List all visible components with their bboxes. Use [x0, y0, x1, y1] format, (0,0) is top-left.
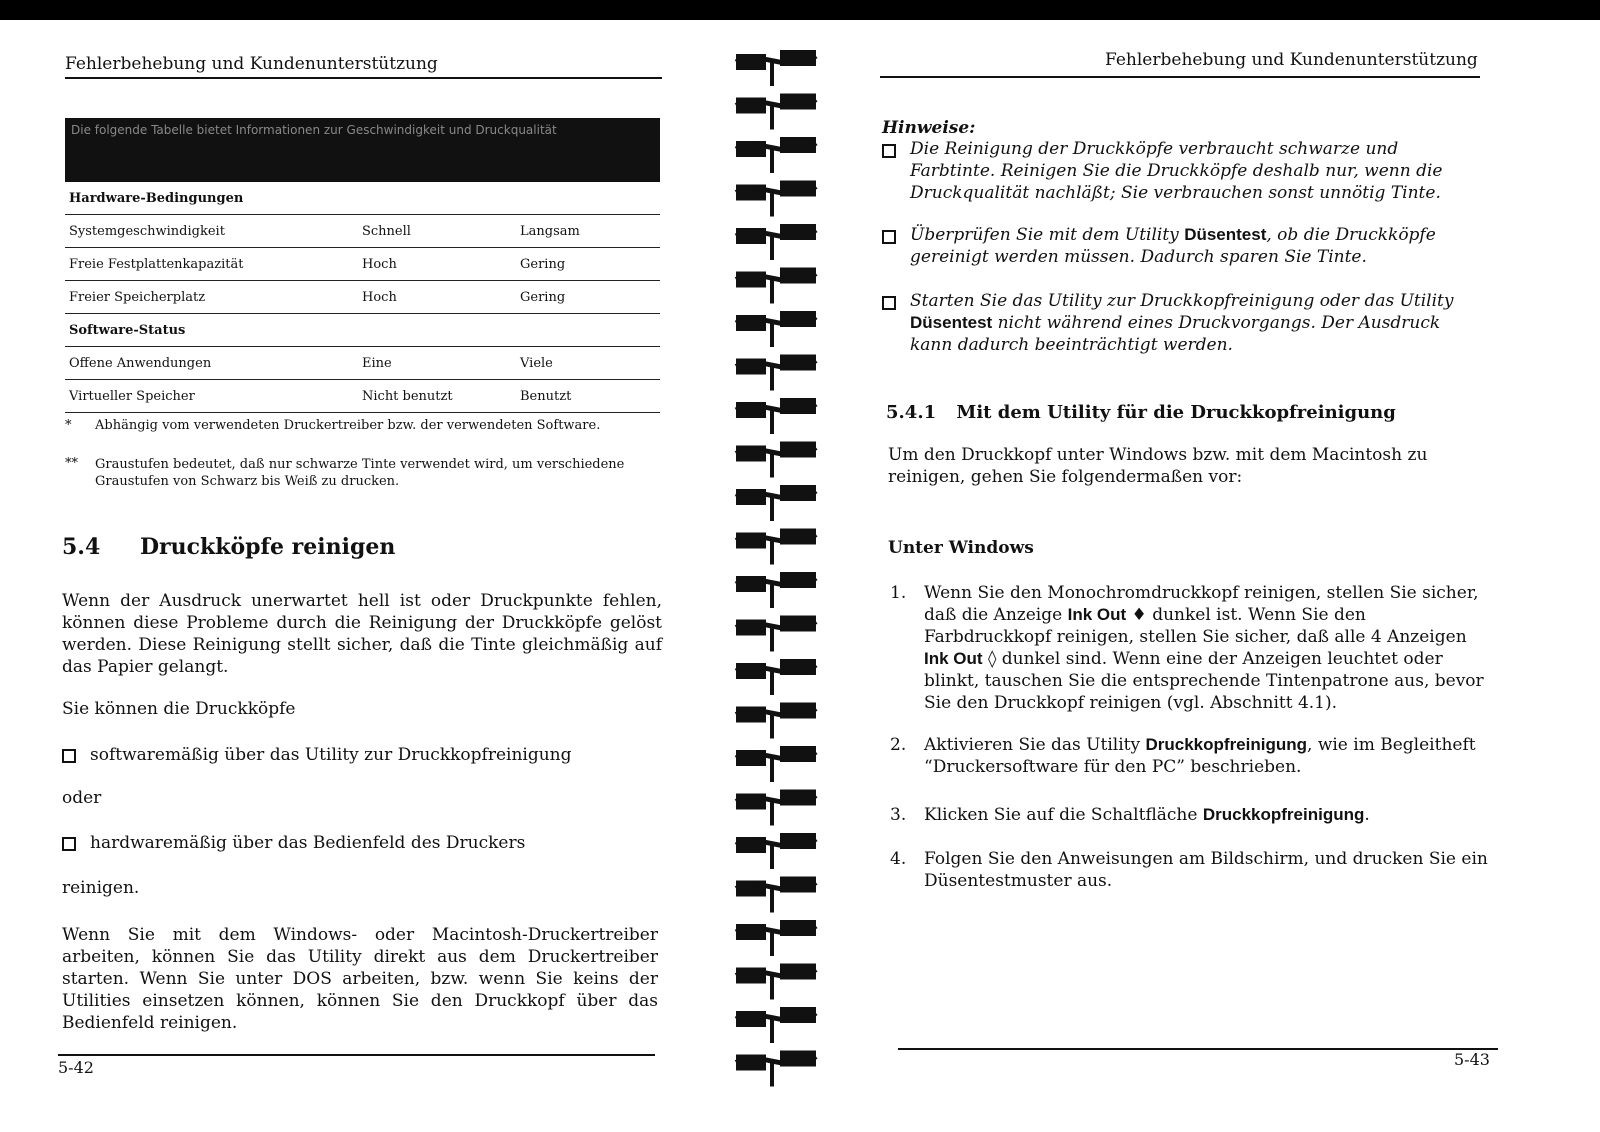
- note-text: [910, 290, 1482, 356]
- step-number: 2.: [890, 735, 907, 755]
- page-header: Fehlerbehebung und Kundenunterstützung: [1105, 50, 1478, 70]
- step-text-part: Klicken Sie auf die Schaltfläche: [924, 805, 1203, 825]
- spiral-coil: [736, 224, 816, 260]
- step-number: 1.: [890, 583, 907, 603]
- utility-name: Düsentest: [1184, 225, 1267, 244]
- note-text-part: Starten Sie das Utility zur Druckkopfreinigung oder das Utility: [910, 291, 1454, 311]
- table-cell: Nicht benutzt: [358, 380, 516, 413]
- checkbox-icon: [62, 837, 76, 851]
- footnote: [65, 456, 665, 490]
- table-row: [65, 380, 660, 413]
- spiral-coil: [736, 529, 816, 565]
- spiral-coil: [736, 790, 816, 826]
- table-cell: Freier Speicherplatz: [65, 281, 358, 314]
- section-title: Druckköpfe reinigen: [139, 534, 396, 560]
- table-header-fragment: Die folgende Tabelle bietet Informationen zur Geschwindigkeit und Druckqualität: [71, 123, 557, 137]
- table-cell: Offene Anwendungen: [65, 347, 358, 380]
- table-cell: Hoch: [358, 281, 516, 314]
- step-text-part: Aktivieren Sie das Utility: [924, 735, 1146, 755]
- note-text: Die Reinigung der Druckköpfe verbraucht schwarze und Farbtinte. Reinigen Sie die Druckköpfe deshalb nur, wenn die Druckqualität nachläßt; Sie verbrauchen sonst unnötig Tinte.: [910, 139, 1443, 203]
- paragraph: Sie können die Druckköpfe: [62, 699, 296, 719]
- spiral-coil: [736, 1007, 816, 1043]
- footnote-mark: **: [65, 456, 78, 471]
- paragraph: Um den Druckkopf unter Windows bzw. mit dem Macintosh zu reinigen, gehen Sie folgendermaßen vor:: [888, 445, 1428, 487]
- page-header: Fehlerbehebung und Kundenunterstützung: [65, 54, 438, 74]
- step-text: [924, 804, 1370, 826]
- bullet-item: [62, 832, 525, 854]
- table-cell: Viele: [516, 347, 660, 380]
- spiral-binding: [730, 20, 840, 1132]
- step-text: Folgen Sie den Anweisungen am Bildschirm, und drucken Sie ein Düsentestmuster aus.: [924, 849, 1488, 891]
- step-text-part: .: [1364, 805, 1370, 825]
- subhead: Unter Windows: [888, 538, 1034, 558]
- table-cell: Gering: [516, 281, 660, 314]
- header-rule: [65, 77, 662, 79]
- table-header-band: [65, 118, 660, 182]
- speed-quality-table: [65, 182, 660, 413]
- step-item: [890, 804, 1490, 826]
- spiral-coil: [736, 659, 816, 695]
- spiral-coil: [736, 703, 816, 739]
- footnote-mark: *: [65, 418, 72, 433]
- table-cell: Freie Festplattenkapazität: [65, 248, 358, 281]
- checkbox-icon: [62, 749, 76, 763]
- step-text: [924, 734, 1490, 778]
- footer-rule: [58, 1054, 655, 1056]
- table-row: [65, 248, 660, 281]
- bullet-item: [62, 744, 572, 766]
- spiral-coil: [736, 746, 816, 782]
- spiral-coil: [736, 398, 816, 434]
- spiral-coil: [736, 833, 816, 869]
- table-section-label: Software-Status: [65, 314, 660, 347]
- table-section-label: Hardware-Bedingungen: [65, 182, 660, 215]
- table-cell: Benutzt: [516, 380, 660, 413]
- utility-name: Druckkopfreinigung: [1145, 735, 1308, 754]
- step-text-part: ♦ dunkel ist. Wenn Sie den Farbdruckkopf reinigen, stellen Sie sicher, daß alle 4 Anzeigen: [924, 605, 1467, 647]
- table-cell: Langsam: [516, 215, 660, 248]
- table-cell: Eine: [358, 347, 516, 380]
- note-text: [910, 224, 1482, 268]
- paragraph: oder: [62, 788, 102, 808]
- spiral-coil: [736, 877, 816, 913]
- note-item: [882, 224, 1482, 268]
- footnote-text: Abhängig vom verwendeten Druckertreiber bzw. der verwendeten Software.: [95, 418, 601, 433]
- note-item: [882, 138, 1482, 204]
- paragraph: reinigen.: [62, 878, 140, 898]
- table-row: [65, 347, 660, 380]
- table-cell: Schnell: [358, 215, 516, 248]
- spiral-coil: [736, 442, 816, 478]
- spiral-coil: [736, 181, 816, 217]
- paragraph: Wenn Sie mit dem Windows- oder Macintosh-Druckertreiber arbeiten, können Sie das Utility direkt aus dem Druckertreiber starten. Wenn Sie unter DOS arbeiten, bzw. wenn Sie keins der Utilities einsetzen können, können Sie den Druckkopf über das Bedienfeld reinigen.: [62, 925, 658, 1033]
- spiral-coil: [736, 137, 816, 173]
- spiral-coil: [736, 355, 816, 391]
- page-number: 5-43: [1454, 1050, 1490, 1069]
- step-number: 3.: [890, 805, 907, 825]
- checkbox-icon: [882, 230, 896, 244]
- right-page: [840, 20, 1600, 1132]
- spiral-coil: [736, 920, 816, 956]
- left-page: [0, 20, 730, 1132]
- table-section-row: [65, 182, 660, 215]
- footnote: [65, 418, 665, 433]
- spiral-coil: [736, 485, 816, 521]
- scan-top-edge: [0, 0, 1600, 20]
- paragraph: Wenn der Ausdruck unerwartet hell ist oder Druckpunkte fehlen, können diese Probleme durch die Reinigung der Druckköpfe gelöst werden. Diese Reinigung stellt sicher, daß die Tinte gleichmäßig auf das Papier gelangt.: [62, 591, 662, 677]
- spiral-coil: [736, 1051, 816, 1087]
- notes-heading: Hinweise:: [882, 118, 976, 138]
- section-number: 5.4: [62, 534, 101, 560]
- utility-name: Düsentest: [910, 313, 993, 332]
- table-row: [65, 215, 660, 248]
- section-heading: [62, 534, 395, 560]
- step-item: [890, 848, 1490, 892]
- bullet-text: hardwaremäßig über das Bedienfeld des Druckers: [90, 833, 526, 853]
- step-item: [890, 734, 1490, 778]
- step-number: 4.: [890, 849, 907, 869]
- subsection-heading: [886, 402, 1396, 423]
- spiral-coil: [736, 572, 816, 608]
- step-text-part: Wenn Sie den Monochromdruckkopf reinigen, stellen Sie sicher, daß die Anzeige: [924, 583, 1479, 625]
- step-item: [890, 582, 1490, 714]
- indicator-label: Ink Out: [924, 649, 983, 668]
- checkbox-icon: [882, 296, 896, 310]
- note-text-part: nicht während eines Druckvorgangs. Der Ausdruck kann dadurch beeinträchtigt werden.: [910, 313, 1441, 355]
- spiral-coil: [736, 616, 816, 652]
- spiral-coil: [736, 268, 816, 304]
- bullet-text: softwaremäßig über das Utility zur Druckkopfreinigung: [90, 745, 572, 765]
- table-cell: Gering: [516, 248, 660, 281]
- footer-rule: [898, 1048, 1498, 1050]
- subsection-title: Mit dem Utility für die Druckkopfreinigung: [956, 402, 1396, 423]
- step-text-part: ◊ dunkel sind. Wenn eine der Anzeigen leuchtet oder blinkt, tauschen Sie die entsprechende Tintenpatrone aus, bevor Sie den Druckkopf reinigen (vgl. Abschnitt 4.1).: [924, 649, 1484, 713]
- note-text-part: Überprüfen Sie mit dem Utility: [910, 225, 1185, 245]
- spiral-coil: [736, 94, 816, 130]
- table-cell: Systemgeschwindigkeit: [65, 215, 358, 248]
- page-number: 5-42: [58, 1058, 94, 1077]
- subsection-number: 5.4.1: [886, 402, 937, 423]
- spiral-coil: [736, 50, 816, 86]
- indicator-label: Ink Out: [1067, 605, 1127, 624]
- table-section-row: [65, 314, 660, 347]
- table-cell: Virtueller Speicher: [65, 380, 358, 413]
- spiral-coil: [736, 311, 816, 347]
- table-cell: Hoch: [358, 248, 516, 281]
- spiral-coil: [736, 964, 816, 1000]
- note-text-part: , ob die Druckköpfe gereinigt werden müssen. Dadurch sparen Sie Tinte.: [910, 225, 1436, 267]
- button-name: Druckkopfreinigung: [1202, 805, 1365, 824]
- table-row: [65, 281, 660, 314]
- footnote-text: Graustufen bedeutet, daß nur schwarze Tinte verwendet wird, um verschiedene Graustufen von Schwarz bis Weiß zu drucken.: [95, 457, 625, 489]
- step-text-part: , wie im Begleitheft “Druckersoftware für den PC” beschrieben.: [924, 735, 1476, 777]
- checkbox-icon: [882, 144, 896, 158]
- step-text: [924, 582, 1490, 714]
- header-rule: [880, 76, 1480, 78]
- note-item: [882, 290, 1482, 356]
